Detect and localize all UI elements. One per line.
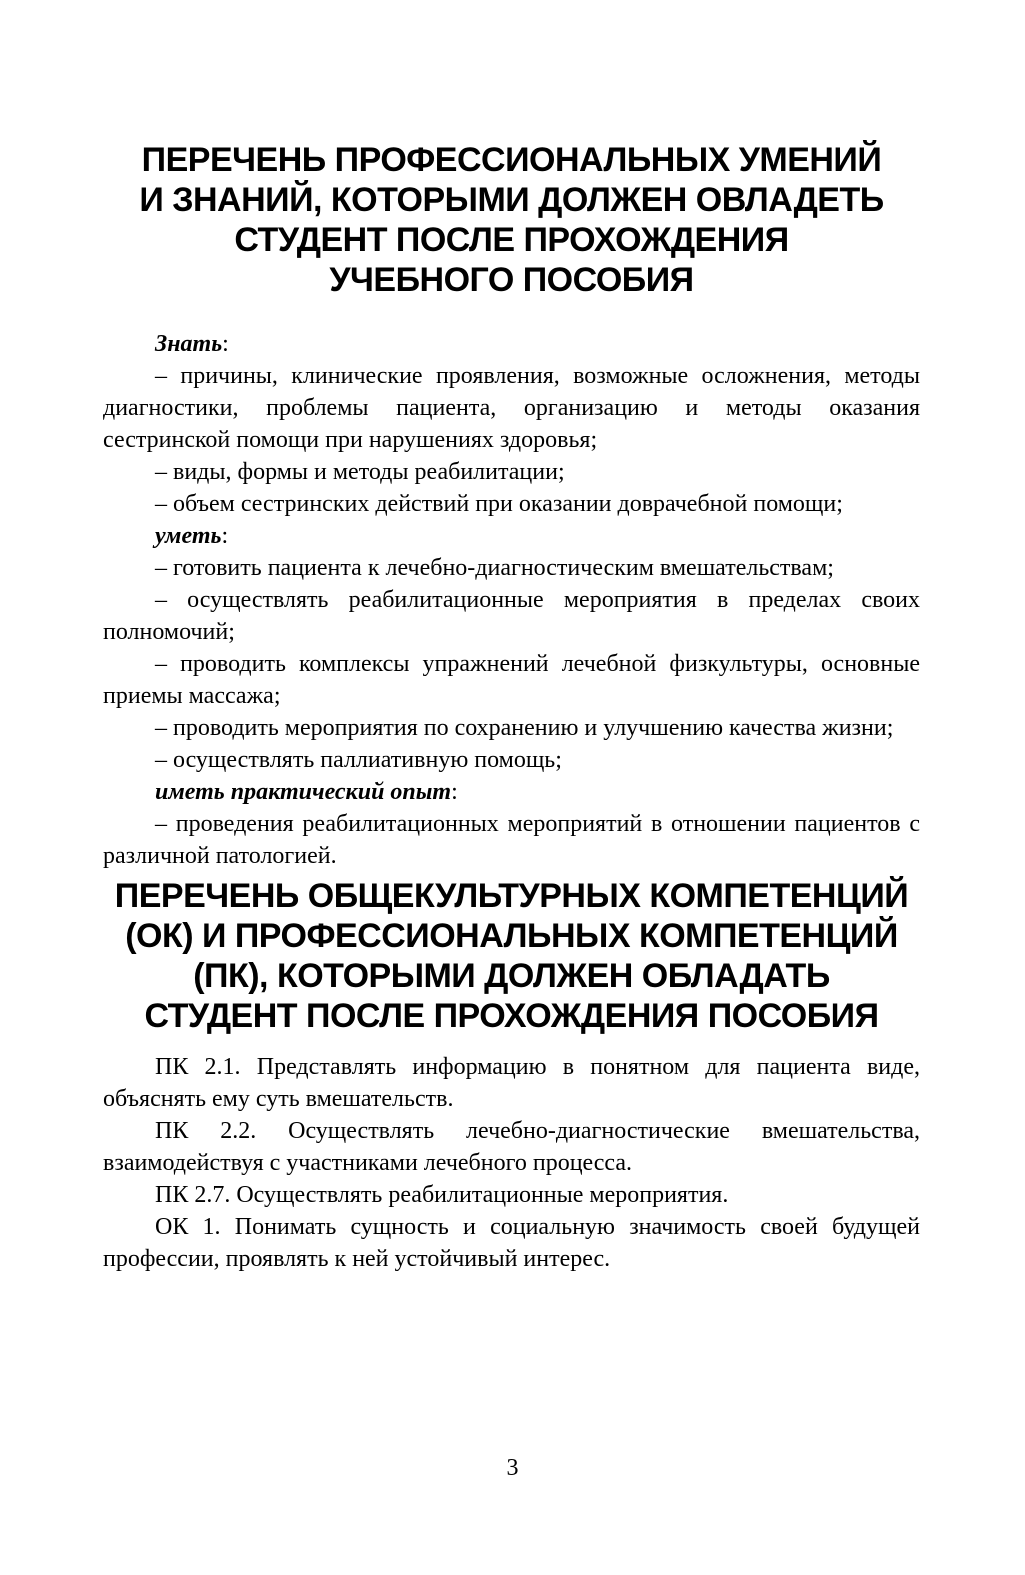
list-item: – проводить комплексы упражнений лечебной физкультуры, основные приемы массажа; <box>103 651 920 709</box>
list-item: – объем сестринских действий при оказании доврачебной помощи; <box>155 491 843 517</box>
section1-title-line: ПЕРЕЧЕНЬ ПРОФЕССИОНАЛЬНЫХ УМЕНИЙ <box>141 141 882 179</box>
page-number: 3 <box>506 1455 519 1481</box>
section2-title-line: (ПК), КОТОРЫМИ ДОЛЖЕН ОБЛАДАТЬ <box>193 957 830 995</box>
competency-item: ПК 2.7. Осуществлять реабилитационные мероприятия. <box>155 1182 729 1208</box>
section1-title-line: И ЗНАНИЙ, КОТОРЫМИ ДОЛЖЕН ОВЛАДЕТЬ <box>139 181 884 219</box>
section1-body <box>103 328 920 872</box>
section2-title <box>103 876 920 1036</box>
section1-title <box>103 140 920 300</box>
list-lead <box>103 328 920 360</box>
section2-title-line: (ОК) И ПРОФЕССИОНАЛЬНЫХ КОМПЕТЕНЦИЙ <box>125 917 898 955</box>
list-lead <box>103 776 920 808</box>
section2-title-line: ПЕРЕЧЕНЬ ОБЩЕКУЛЬТУРНЫХ КОМПЕТЕНЦИЙ <box>114 877 909 915</box>
competency-item: ОК 1. Понимать сущность и социальную значимость своей будущей профессии, проявлять к ней устойчивый интерес. <box>103 1214 920 1272</box>
lead-colon: : <box>221 523 229 549</box>
lead-colon: : <box>451 779 458 805</box>
list-item: – проведения реабилитационных мероприятий в отношении пациентов с различной патологией. <box>103 811 920 869</box>
competency-item: ПК 2.2. Осуществлять лечебно-диагностические вмешательства, взаимодействуя с участниками лечебного процесса. <box>103 1118 920 1176</box>
lead-colon: : <box>222 331 229 357</box>
page-content <box>103 140 920 1275</box>
list-lead <box>103 520 920 552</box>
list-item: – проводить мероприятия по сохранению и улучшению качества жизни; <box>155 715 894 741</box>
section1-title-line: СТУДЕНТ ПОСЛЕ ПРОХОЖДЕНИЯ <box>234 221 789 259</box>
section2-body <box>103 1051 920 1275</box>
lead-word: Знать <box>155 331 223 357</box>
section2-title-line: СТУДЕНТ ПОСЛЕ ПРОХОЖДЕНИЯ ПОСОБИЯ <box>144 997 879 1035</box>
list-item: – причины, клинические проявления, возможные осложнения, методы диагностики, проблемы пациента, организацию и методы оказания сестринской помощи при нарушениях здоровья; <box>103 363 920 453</box>
list-item: – виды, формы и методы реабилитации; <box>155 459 565 485</box>
list-item: – готовить пациента к лечебно-диагностическим вмешательствам; <box>155 555 834 581</box>
list-item: – осуществлять реабилитационные мероприятия в пределах своих полномочий; <box>103 587 920 645</box>
list-item: – осуществлять паллиативную помощь; <box>155 747 562 773</box>
competency-item: ПК 2.1. Представлять информацию в понятном для пациента виде, объяснять ему суть вмешательств. <box>103 1054 920 1112</box>
lead-word: уметь <box>155 523 222 549</box>
section1-title-line: УЧЕБНОГО ПОСОБИЯ <box>329 261 694 299</box>
lead-word: иметь практический опыт <box>155 779 452 805</box>
